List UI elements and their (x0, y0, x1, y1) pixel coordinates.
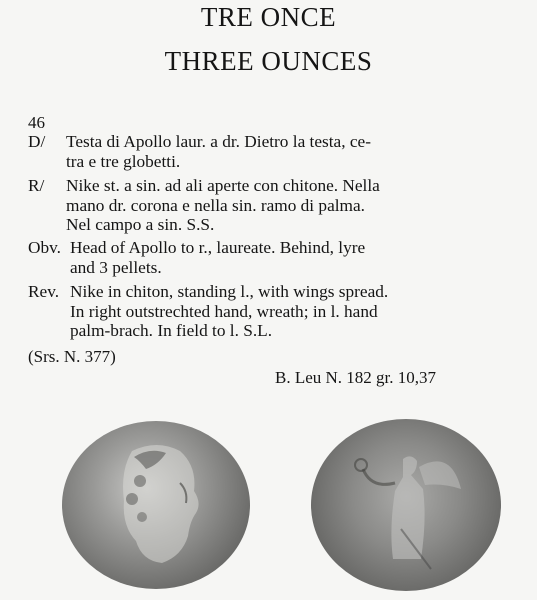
description-obv-line-2: and 3 pellets. (70, 257, 162, 277)
description-r-line-1: Nike st. a sin. ad ali aperte con chitone. Nella (66, 176, 380, 195)
description-r (28, 176, 506, 235)
description-rev-line-1: Nike in chiton, standing l., with wings spread. (70, 282, 389, 301)
description-d-line-1: Testa di Apollo laur. a dr. Dietro la testa, ce- (66, 132, 371, 151)
description-rev-label: Rev. (28, 282, 60, 301)
page-title: TRE ONCE (200, 2, 337, 32)
coin-obverse-image (62, 421, 250, 589)
description-rev (28, 282, 506, 341)
entry-number: 46 (28, 113, 45, 132)
nike-figure-icon (311, 419, 501, 591)
apollo-head-icon (62, 421, 250, 589)
description-r-line-2: mano dr. corona e nella sin. ramo di palma. (66, 195, 365, 215)
source-weight: B. Leu N. 182 gr. 10,37 (275, 368, 437, 387)
description-d (28, 132, 506, 171)
description-r-label: R/ (28, 176, 45, 195)
description-d-line-2: tra e tre globetti. (66, 151, 181, 171)
description-obv (28, 238, 506, 277)
page-subtitle: THREE OUNCES (164, 46, 373, 76)
description-d-label: D/ (28, 132, 46, 151)
reference-number: (Srs. N. 377) (28, 347, 116, 366)
description-rev-line-3: palm-brach. In field to l. S.L. (70, 321, 273, 340)
description-rev-line-2: In right outstrechted hand, wreath; in l. hand (70, 301, 378, 321)
description-r-line-3: Nel campo a sin. S.S. (66, 215, 215, 234)
description-obv-label: Obv. (28, 238, 61, 257)
coin-reverse-image (311, 419, 501, 591)
description-obv-line-1: Head of Apollo to r., laureate. Behind, lyre (70, 238, 366, 257)
